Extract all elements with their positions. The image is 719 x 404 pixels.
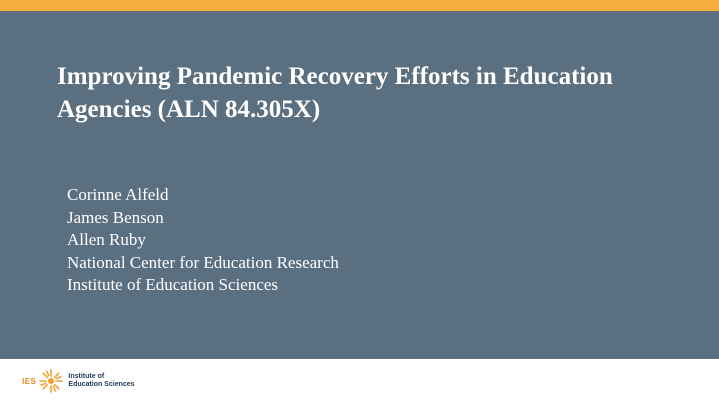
ies-logo bbox=[22, 367, 135, 395]
slide-title-line-2: Agencies (ALN 84.305X) bbox=[57, 96, 321, 123]
ies-sunburst-icon bbox=[38, 368, 64, 394]
logo-abbrev: IES bbox=[22, 376, 37, 386]
logo-line: Education Sciences bbox=[68, 381, 135, 388]
slide-title-line-1: Improving Pandemic Recovery Efforts in Education bbox=[57, 63, 613, 90]
slide-title bbox=[57, 60, 697, 126]
author-name: Allen Ruby bbox=[67, 230, 146, 249]
author-name: James Benson bbox=[67, 207, 164, 227]
author-list bbox=[67, 184, 339, 297]
author-name: Corinne Alfeld bbox=[67, 185, 169, 204]
author-affiliation: National Center for Education Research bbox=[67, 252, 339, 272]
logo-line: Institute of bbox=[68, 373, 105, 380]
logo-wordmark bbox=[68, 373, 134, 389]
author-affiliation: Institute of Education Sciences bbox=[67, 275, 279, 294]
top-accent-bar bbox=[0, 0, 719, 11]
